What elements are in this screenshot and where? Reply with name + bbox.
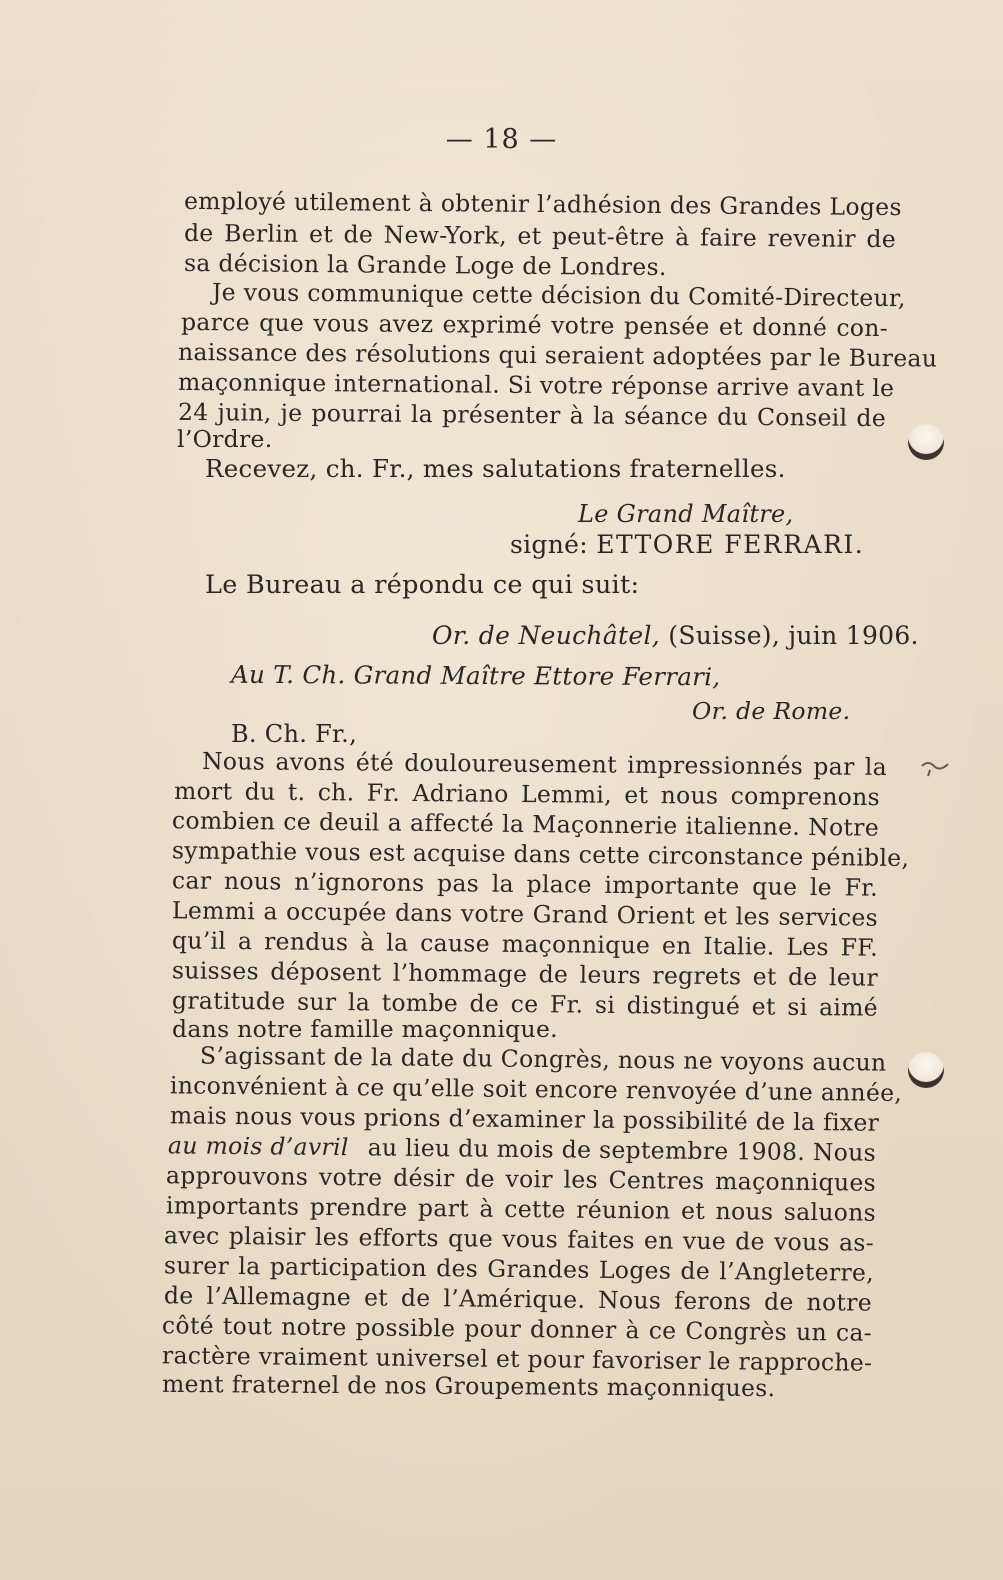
text-line: inconvénient à ce qu’elle soit encore renvoyée d’une année, [169,1071,903,1107]
binding-hole [908,424,944,460]
text-line: suisses déposent l’hommage de leurs regrets et de leur [171,956,879,992]
text-line: employé utilement à obtenir l’adhésion des Grandes Loges [183,186,902,222]
text-line: naissance des résolutions qui seraient adoptées par le Bureau [177,337,938,373]
text-rest: au lieu du mois de septembre 1908. Nous [367,1133,877,1167]
signature-title: Le Grand Maître, [578,500,794,528]
text-line: S’agissant de la date du Congrès, nous ne voyons aucun [199,1041,887,1077]
text-line: ractère vraiment universel et pour favoriser le rapproche- [161,1341,873,1377]
text-line: ment fraternel de nos Groupements maçonniques. [161,1369,776,1403]
page-number: — 18 — [445,124,558,155]
text-line: importants prendre part à cette réunion et nous saluons [165,1191,877,1227]
addressee-place: Or. de Rome. [692,697,851,725]
binding-hole [908,1052,944,1088]
text-italic: au mois d’avril [167,1131,349,1162]
dateline [432,622,919,650]
text-line: car nous n’ignorons pas la place importante que le Fr. [171,866,879,902]
text-line: Je vous communique cette décision du Comité-Directeur, [211,278,906,313]
text-line: avec plaisir les efforts que vous faites en vue de vous as- [163,1221,875,1257]
text-line: maçonnique international. Si votre réponse arrive avant le [177,367,895,403]
text-line: 24 juin, je pourrai la présenter à la séance du Conseil de [177,397,887,433]
text-line: sa décision la Grande Loge de Londres. [183,248,667,282]
text-line: Nous avons été douloureusement impressionnés par la [201,747,888,781]
text-line [168,1131,876,1166]
signature-name: ETTORE FERRARI. [596,530,865,559]
text-line: Recevez, ch. Fr., mes salutations fraternelles. [205,454,786,483]
text-line: qu’il a rendus à la cause maçonnique en Italie. Les FF. [171,926,879,962]
text-line: côté tout notre possible pour donner à ce Congrès un ca- [161,1311,873,1347]
text-line: mais nous vous prions d’examiner la possibilité de la fixer [169,1101,880,1137]
text-line: l’Ordre. [177,425,273,453]
text-line: mort du t. ch. Fr. Adriano Lemmi, et nous comprenons [173,776,881,812]
text-line: Lemmi a occupée dans votre Grand Orient et les services [171,896,879,932]
signature-line [510,531,864,559]
text-line: sympathie vous est acquise dans cette circonstance pénible, [171,836,910,873]
salutation: B. Ch. Fr., [231,720,358,748]
text-line: de l’Allemagne et de l’Amérique. Nous ferons de notre [163,1281,873,1317]
margin-mark-icon [918,758,952,780]
reply-intro: Le Bureau a répondu ce qui suit: [205,570,640,600]
text-line: approuvons votre désir de voir les Centres maçonniques [165,1161,877,1197]
text-line: dans notre famille maçonnique. [172,1015,558,1043]
text-line: parce que vous avez exprimé votre pensée et donné con- [180,307,889,343]
text-line: de Berlin et de New-York, et peut-être à faire revenir de [183,218,897,254]
addressee: Au T. Ch. Grand Maître Ettore Ferrari, [230,659,721,692]
text-line: surer la participation des Grandes Loges de l’Angleterre, [163,1251,875,1287]
dateline-rest: (Suisse), juin 1906. [668,621,919,650]
signature-prefix: signé: [510,530,588,559]
text-line: combien ce deuil a affecté la Maçonnerie italienne. Notre [171,806,880,842]
dateline-place: Or. de Neuchâtel, [432,621,661,650]
text-line: gratitude sur la tombe de ce Fr. si distingué et si aimé [171,986,879,1022]
